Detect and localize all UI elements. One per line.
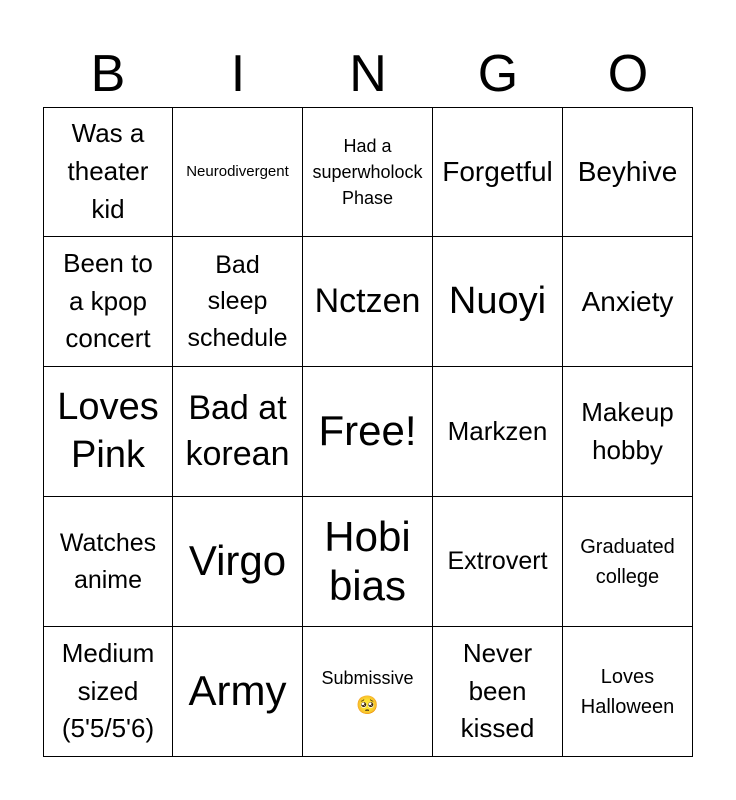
bingo-cell[interactable] bbox=[173, 107, 303, 237]
bingo-cell[interactable] bbox=[563, 237, 693, 367]
bingo-cell[interactable] bbox=[173, 237, 303, 367]
header-letter-n: N bbox=[349, 45, 387, 103]
bingo-cell[interactable] bbox=[303, 627, 433, 757]
cell-label: Extrovert bbox=[447, 547, 548, 576]
bingo-cell[interactable] bbox=[173, 497, 303, 627]
cell-label: Nuoyi bbox=[448, 279, 547, 322]
bingo-board bbox=[43, 107, 693, 757]
bingo-cell[interactable] bbox=[563, 107, 693, 237]
cell-label: Watches anime bbox=[59, 529, 157, 594]
header-letter-b: B bbox=[90, 45, 126, 103]
cell-label: Army bbox=[188, 667, 287, 715]
cell-label: Been to a kpop concert bbox=[63, 247, 153, 354]
cell-label: Had a superwholock Phase bbox=[312, 135, 423, 209]
cell-label: Nctzen bbox=[314, 281, 421, 320]
bingo-cell[interactable] bbox=[563, 367, 693, 497]
bingo-cell[interactable] bbox=[433, 237, 563, 367]
cell-label: Neurodivergent bbox=[186, 163, 289, 180]
bingo-cell[interactable] bbox=[43, 237, 173, 367]
bingo-header bbox=[43, 40, 693, 108]
bingo-cell[interactable] bbox=[303, 497, 433, 627]
free-space[interactable] bbox=[303, 367, 433, 497]
header-letter-i: I bbox=[230, 45, 246, 103]
cell-label: Bad at korean bbox=[185, 388, 290, 473]
bingo-cell[interactable] bbox=[43, 367, 173, 497]
free-space-label: Free! bbox=[318, 407, 417, 455]
cell-label: Beyhive bbox=[577, 156, 678, 188]
bingo-cell[interactable] bbox=[43, 107, 173, 237]
bingo-cell[interactable] bbox=[563, 497, 693, 627]
bingo-cell[interactable] bbox=[43, 497, 173, 627]
bingo-cell[interactable] bbox=[173, 627, 303, 757]
bingo-cell[interactable] bbox=[563, 627, 693, 757]
cell-label: Submissive 🥺 bbox=[321, 668, 414, 715]
header-letter-o: O bbox=[607, 45, 649, 103]
cell-label: Loves Halloween bbox=[580, 665, 675, 718]
cell-label: Virgo bbox=[188, 537, 287, 585]
cell-label: Was a theater kid bbox=[67, 118, 149, 224]
bingo-cell[interactable] bbox=[43, 627, 173, 757]
cell-label: Loves Pink bbox=[57, 386, 159, 476]
cell-label: Anxiety bbox=[581, 285, 674, 317]
cell-label: Medium sized (5'5/5'6) bbox=[61, 637, 155, 744]
cell-label: Markzen bbox=[447, 415, 548, 446]
cell-label: Never been kissed bbox=[460, 637, 535, 744]
bingo-cell[interactable] bbox=[303, 237, 433, 367]
bingo-cell[interactable] bbox=[433, 107, 563, 237]
bingo-cell[interactable] bbox=[173, 367, 303, 497]
bingo-cell[interactable] bbox=[433, 497, 563, 627]
bingo-cell[interactable] bbox=[303, 107, 433, 237]
header-letter-g: G bbox=[477, 45, 519, 103]
bingo-cell[interactable] bbox=[433, 367, 563, 497]
cell-label: Bad sleep schedule bbox=[187, 251, 288, 352]
cell-label: Graduated college bbox=[580, 535, 675, 588]
cell-label: Forgetful bbox=[442, 156, 553, 188]
bingo-cell[interactable] bbox=[433, 627, 563, 757]
cell-label: Makeup hobby bbox=[581, 396, 674, 465]
cell-label: Hobi bias bbox=[324, 513, 411, 609]
